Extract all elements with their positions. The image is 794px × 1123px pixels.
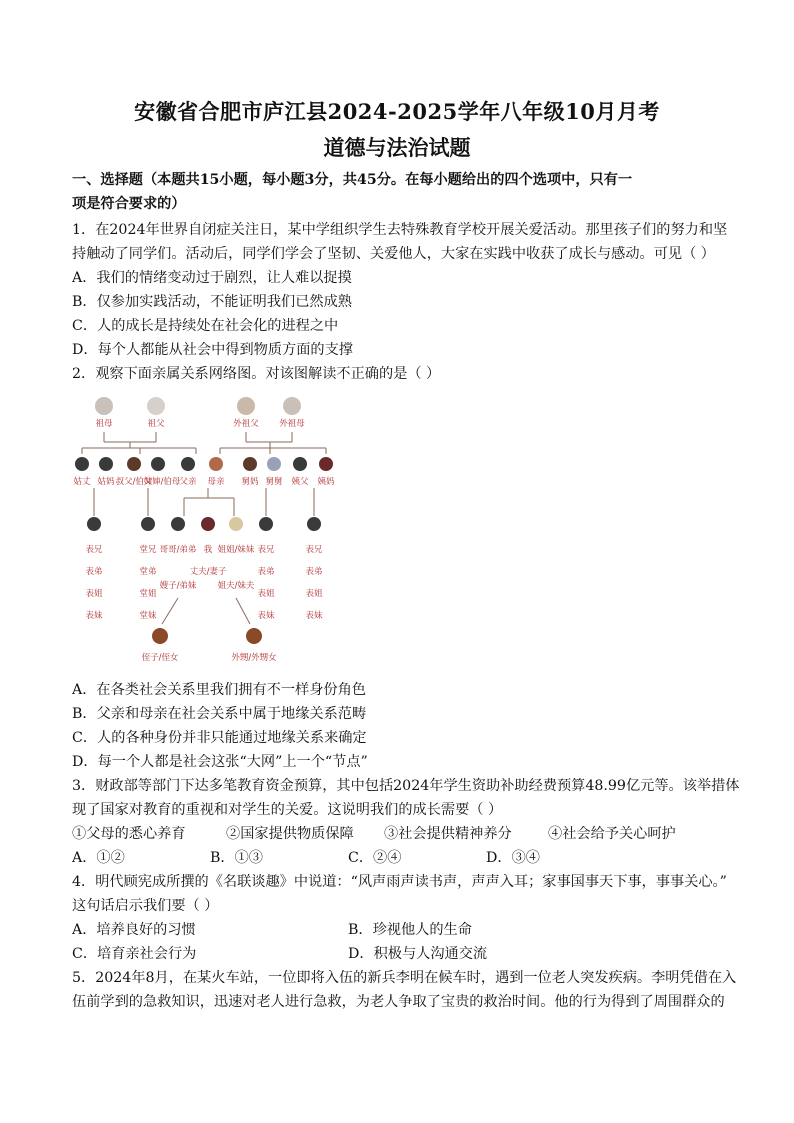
q1-stem: 1．在2024年世界自闭症关注日，某中学组织学生去特殊教育学校开展关爱活动。那里孩子们的努力和坚 — [72, 222, 728, 238]
q2-option-d: D．每一个人都是社会这张“大网”上一个“节点” — [72, 754, 368, 770]
q3-option-b: B．①③ — [210, 850, 263, 866]
label-grandpa: 祖父 — [147, 419, 165, 429]
label-cousin: 表兄 — [257, 545, 275, 555]
label-sister-in-law: 嫂子/弟妹 — [159, 581, 197, 591]
label-mother: 母亲 — [207, 477, 225, 487]
q4-stem: 4．明代顾宪成所撰的《名联谈趣》中说道：“风声雨声读书声，声声入耳；家事国事天下事，事事关心。” — [72, 874, 727, 890]
label-cousin: 表兄 — [85, 545, 103, 555]
label-cousin: 表妹 — [85, 611, 103, 621]
label-cousin: 表姐 — [257, 589, 275, 599]
label-maternal-uncle: 舅舅 — [265, 477, 283, 487]
label-uncle: 叔父/伯父 — [115, 477, 153, 487]
label-brother-in-law: 姐夫/妹夫 — [217, 581, 255, 591]
label-cousin: 表姐 — [85, 589, 103, 599]
label-aunt-in-law: 婶婶/伯母 — [143, 477, 181, 487]
label-tang-cousin: 堂姐 — [139, 589, 157, 599]
q4-stem-cont: 这句话启示我们要（ ） — [72, 898, 219, 914]
q1-stem-cont: 持触动了同学们。活动后，同学们学会了坚韧、关爱他人，大家在实践中收获了成长与感动。可见（ ） — [72, 246, 715, 262]
section-heading: 一、选择题（本题共15小题，每小题3分，共45分。在每小题给出的四个选项中，只有一 — [72, 172, 633, 188]
label-nephew-sister-side: 外甥/外甥女 — [231, 653, 277, 663]
q5-stem-cont: 伍前学到的急救知识，迅速对老人进行急救，为老人争取了宝贵的救治时间。他的行为得到了周围群众的 — [72, 994, 725, 1010]
label-maternal-aunt-in-law: 舅妈 — [241, 477, 259, 487]
page-subtitle: 道德与法治试题 — [323, 135, 471, 160]
q3-item-3: ③社会提供精神养分 — [384, 826, 512, 842]
q3-option-d: D．③④ — [486, 850, 540, 866]
label-maternal-grandma: 外祖母 — [279, 419, 305, 429]
label-cousin: 表妹 — [305, 611, 323, 621]
label-nephew: 侄子/侄女 — [141, 653, 179, 663]
q2-option-c: C．人的各种身份并非只能通过地缘关系来确定 — [72, 730, 367, 746]
label-cousin: 表弟 — [305, 567, 323, 577]
label-tang-cousin: 堂妹 — [139, 611, 157, 621]
label-cousin: 表弟 — [85, 567, 103, 577]
q1-option-a: A．我们的情绪变动过于剧烈，让人难以捉摸 — [72, 270, 352, 286]
label-grandma: 祖母 — [95, 419, 113, 429]
label-father: 父亲 — [179, 477, 197, 487]
label-uncle-in-law: 姑丈 — [73, 477, 91, 487]
q3-option-a: A．①② — [72, 850, 125, 866]
q1-option-b: B．仅参加实践活动，不能证明我们已然成熟 — [72, 294, 352, 310]
q3-item-1: ①父母的悉心养育 — [72, 826, 186, 842]
section-heading-cont: 项是符合要求的） — [72, 196, 186, 212]
q4-option-c: C．培育亲社会行为 — [72, 946, 197, 962]
label-cousin: 表兄 — [305, 545, 323, 555]
label-spouse: 丈夫/妻子 — [189, 567, 227, 577]
q2-stem: 2．观察下面亲属关系网络图。对该图解读不正确的是（ ） — [72, 366, 441, 382]
label-maternal-uncle-in-law: 姨父 — [291, 477, 309, 487]
label-cousin: 表妹 — [257, 611, 275, 621]
q3-stem-cont: 现了国家对教育的重视和对学生的关爱。这说明我们的成长需要（ ） — [72, 802, 503, 818]
label-tang-cousin: 堂兄 — [139, 545, 157, 555]
label-cousin: 表姐 — [305, 589, 323, 599]
q3-item-2: ②国家提供物质保障 — [226, 826, 354, 842]
q5-stem: 5．2024年8月，在某火车站，一位即将入伍的新兵李明在候车时，遇到一位老人突发疾病。李明凭借在入 — [72, 970, 737, 986]
q2-option-a: A．在各类社会关系里我们拥有不一样身份角色 — [72, 682, 366, 698]
q3-stem: 3．财政部等部门下达多笔教育资金预算，其中包括2024年学生资助补助经费预算48.99亿元等。该举措体 — [72, 778, 740, 794]
label-brother: 哥哥/弟弟 — [159, 545, 197, 555]
q1-option-d: D．每个人都能从社会中得到物质方面的支撑 — [72, 342, 353, 358]
q3-item-4: ④社会给予关心呵护 — [548, 826, 676, 842]
q1-option-c: C．人的成长是持续处在社会化的进程之中 — [72, 318, 339, 334]
label-cousin: 表弟 — [257, 567, 275, 577]
label-maternal-grandpa: 外祖父 — [233, 419, 259, 429]
label-me: 我 — [203, 545, 213, 555]
q2-option-b: B．父亲和母亲在社会关系中属于地缘关系范畴 — [72, 706, 367, 722]
label-aunt: 姑妈 — [97, 477, 115, 487]
page-title: 安徽省合肥市庐江县2024-2025学年八年级10月月考 — [134, 99, 660, 124]
q3-option-c: C．②④ — [348, 850, 402, 866]
label-maternal-aunt: 姨妈 — [317, 477, 335, 487]
label-sister: 姐姐/妹妹 — [217, 545, 255, 555]
q4-option-b: B．珍视他人的生命 — [348, 922, 472, 938]
q4-option-a: A．培养良好的习惯 — [72, 922, 196, 938]
label-tang-cousin: 堂弟 — [139, 567, 157, 577]
q4-option-d: D．积极与人沟通交流 — [348, 946, 488, 962]
kinship-diagram — [70, 388, 340, 678]
